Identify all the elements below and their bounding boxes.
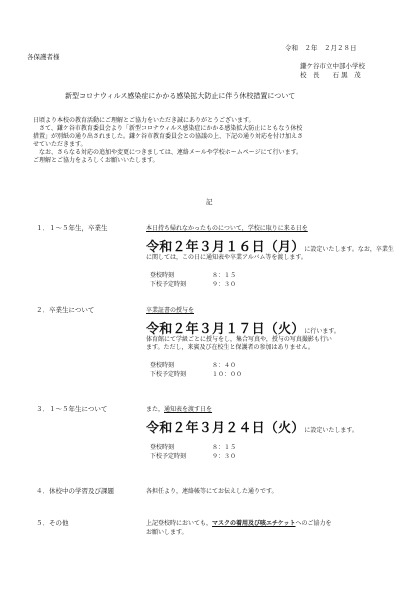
section-2-date-line [146,318,340,337]
row-label: 下校予定時刻 [150,453,187,460]
section-2-row-arrival [150,362,236,370]
intro-paragraph [33,117,303,165]
section-3-row-departure [150,453,236,461]
body-line: 体育館にて学級ごとに授与をし，集合写真や，授与の写真撮影も行い [146,336,332,343]
section-5-text-bold: マスクの着用及び咳エチケット [212,520,296,527]
section-3-lead: 通知表を渡す日を [164,406,213,413]
row-label: 登校時刻 [150,362,175,369]
recipient: 各保護者様 [27,53,60,61]
section-5-text-suffix: へのご協力を [295,520,332,527]
intro-line: せていただきます。 [33,141,87,148]
section-2-date-suffix: に行います。 [304,328,340,335]
section-1-date-suffix: に設定いたします。なお，卒業生 [304,246,394,253]
section-5-text-prefix: 上記登校時においても， [146,520,213,527]
row-label: 下校予定時刻 [150,281,187,288]
school-name: 鎌ケ谷市立中部小学校 [300,62,365,70]
row-value: １０：００ [212,371,243,378]
document-title: 新型コロナウィルス感染症にかかる感染拡大防止に伴う休校措置について [65,92,296,100]
row-value: ８：１５ [212,444,237,451]
intro-line: 日頃より本校の教育活動にご理解とご協力をいただき誠にありがとうございます。 [33,117,255,124]
section-2-lead: 卒業証書の授与を [146,307,195,314]
body-line: ます。ただし，来賓及び在校生と保護者の参加はありません。 [146,344,314,351]
intro-line: 措置」が別紙の通り出されました。鎌ケ谷市教育委員会との協議の上、下記の通り対応を付け加えさ [33,133,304,140]
row-value: ９：３０ [212,453,237,460]
section-2-date: 令和２年３月１７日（火） [146,322,305,337]
intro-line: なお、さらなる対応の追加や変更につきましては、連絡メールや学校ホームページにて行います。 [33,149,303,156]
intro-line: さて、鎌ケ谷市教育委員会より「新型コロナウィルス感染症にかかる感染拡大防止にともなう休校 [33,125,303,132]
section-1-row-departure [150,281,236,289]
section-4-text: 各担任より，連絡帳等にてお伝えした通りです。 [146,488,278,495]
section-3-lead-line [146,406,212,414]
issue-date: 令和 ２年 ２月２８日 [285,44,357,52]
row-label: 登校時刻 [150,444,175,451]
section-5-text-line-2: お願いします。 [146,529,188,536]
row-label: 下校予定時刻 [150,371,187,378]
ki-mark: 記 [206,198,213,206]
section-3-heading: ３．１～５年生について [36,405,108,413]
section-1-lead: 本日持ち帰れなかったものについて，学校に取りに来る日を [146,225,308,232]
section-1-heading: １．１～５年生，卒業生 [36,224,108,232]
section-3-row-arrival [150,444,236,452]
row-value: ８：１５ [212,272,237,279]
principal-name: 校 長 石 黒 茂 [300,71,361,79]
row-label: 登校時刻 [150,272,175,279]
section-2-body [146,336,332,352]
section-3-date-suffix: に設定いたします。 [304,427,358,434]
section-5-heading: ５．その他 [36,519,69,527]
section-1-body: に関しては，この日に通知表や卒業アルバム等を渡します。 [146,254,307,261]
section-1-date: 令和２年３月１６日（月） [146,240,305,255]
section-2-heading: ２．卒業生について [36,306,95,314]
section-2-row-departure [150,371,242,379]
section-5-text-line [146,520,332,528]
row-value: ９：３０ [212,281,237,288]
row-value: ８：４０ [212,362,237,369]
intro-line: ご理解とご協力をよろしくお願いいたします。 [33,157,159,164]
section-1-row-arrival [150,272,236,280]
section-1-date-line [146,236,394,255]
section-4-heading: ４．休校中の学習及び課題 [36,487,114,495]
section-3-lead-prefix: また， [146,406,165,413]
section-3-date-line [146,417,358,436]
section-3-date: 令和２年３月２４日（火） [146,421,305,436]
